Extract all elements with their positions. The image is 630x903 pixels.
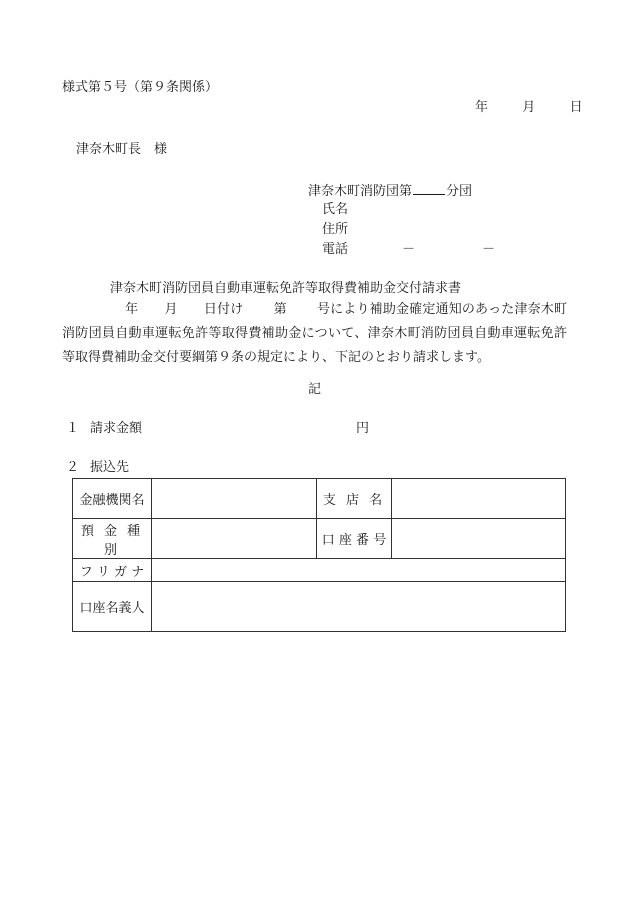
date-day: 日	[569, 100, 583, 115]
division-blank	[413, 182, 445, 195]
addressee: 津奈木町長 様	[76, 142, 168, 157]
body-day-suffix: 日付け	[203, 302, 244, 317]
item1-unit: 円	[356, 421, 370, 436]
bank-name-field[interactable]	[152, 479, 317, 519]
table-row	[73, 519, 566, 559]
item2-number: ２	[66, 460, 80, 475]
body-dai: 第	[273, 302, 287, 317]
furigana-field[interactable]	[152, 559, 566, 582]
form-number: 様式第５号（第９条関係）	[62, 80, 219, 95]
furigana-label: フ リ ガ ナ	[73, 559, 152, 582]
applicant-phone-label: 電話	[322, 242, 349, 257]
bank-account-table	[72, 478, 566, 632]
item2-label: 振込先	[90, 460, 130, 475]
body-year: 年	[125, 302, 139, 317]
applicant-org-prefix: 津奈木町消防団第	[308, 184, 413, 199]
date-line	[475, 100, 583, 116]
item1-number: １	[66, 421, 80, 436]
table-row	[73, 582, 566, 632]
body-text: 号により補助金確定通知のあった津奈木町消防団員自動車運転免許等取得費補助金について、津奈木町消防団員自動車運転免許等取得費補助金交付要綱第９条の規定により、下記のとおり請求します。	[62, 302, 567, 365]
deposit-type-label: 預 金 種 別	[73, 519, 152, 559]
document-title: 津奈木町消防団員自動車運転免許等取得費補助金交付請求書	[110, 281, 462, 296]
account-holder-label: 口座名義人	[73, 582, 152, 632]
account-number-label: 口 座 番 号	[317, 519, 392, 559]
applicant-name-label: 氏名	[322, 202, 349, 217]
account-number-field[interactable]	[392, 519, 566, 559]
applicant-address-label: 住所	[322, 222, 349, 237]
phone-dash-1: －	[402, 242, 416, 257]
item1-label: 請求金額	[90, 421, 143, 436]
applicant-org	[308, 182, 472, 200]
table-row	[73, 559, 566, 582]
branch-name-field[interactable]	[392, 479, 566, 519]
applicant-org-suffix: 分団	[446, 184, 473, 199]
account-holder-field[interactable]	[152, 582, 566, 632]
branch-name-label: 支 店 名	[317, 479, 392, 519]
table-row	[73, 479, 566, 519]
ki-heading: 記	[308, 382, 322, 397]
body-month: 月	[164, 302, 178, 317]
date-month: 月	[522, 100, 536, 115]
deposit-type-field[interactable]	[152, 519, 317, 559]
phone-dash-2: －	[482, 242, 496, 257]
date-year: 年	[475, 100, 489, 115]
bank-name-label: 金融機関名	[73, 479, 152, 519]
body-paragraph	[62, 298, 567, 370]
